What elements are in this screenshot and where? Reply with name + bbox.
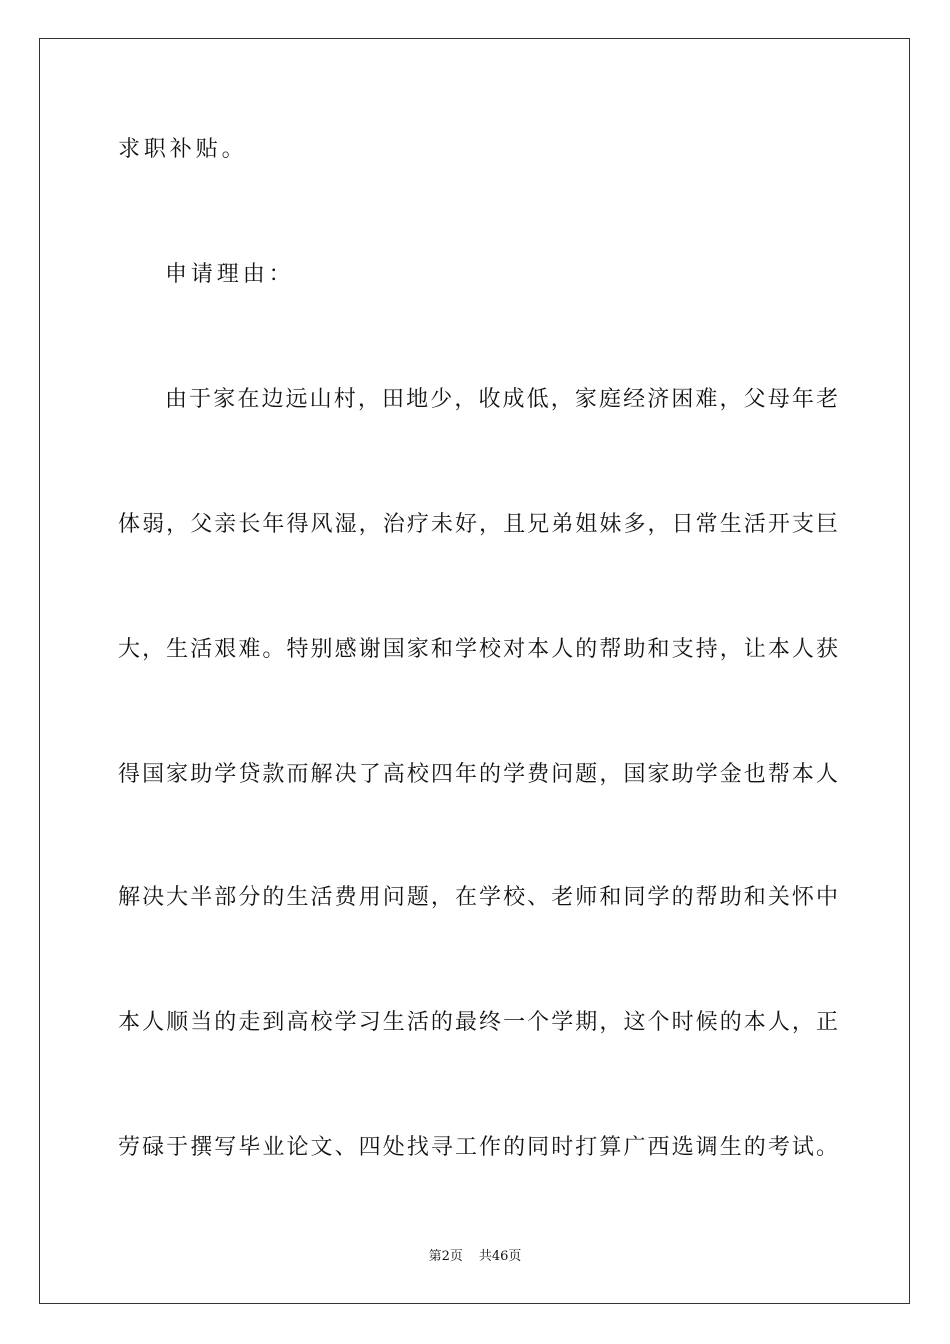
paragraph-line-3: 大，生活艰难。特别感谢国家和学校对本人的帮助和支持，让本人获 bbox=[118, 637, 838, 662]
page-total: 共46页 bbox=[478, 1249, 522, 1264]
text-line-1: 求职补贴。 bbox=[118, 137, 248, 162]
page-border bbox=[39, 38, 910, 1304]
page-footer bbox=[0, 1248, 950, 1266]
paragraph-line-7: 劳碌于撰写毕业论文、四处找寻工作的同时打算广西选调生的考试。 bbox=[118, 1135, 838, 1160]
paragraph-line-1: 由于家在边远山村，田地少，收成低，家庭经济困难，父母年老 bbox=[165, 387, 838, 412]
paragraph-line-4: 得国家助学贷款而解决了高校四年的学费问题，国家助学金也帮本人 bbox=[118, 762, 838, 787]
section-heading: 申请理由： bbox=[165, 262, 295, 287]
paragraph-line-2: 体弱，父亲长年得风湿，治疗未好，且兄弟姐妹多，日常生活开支巨 bbox=[118, 512, 838, 537]
paragraph-line-6: 本人顺当的走到高校学习生活的最终一个学期，这个时候的本人，正 bbox=[118, 1010, 838, 1035]
paragraph-line-5: 解决大半部分的生活费用问题，在学校、老师和同学的帮助和关怀中 bbox=[118, 885, 838, 910]
page-number: 第2页 bbox=[428, 1249, 463, 1264]
